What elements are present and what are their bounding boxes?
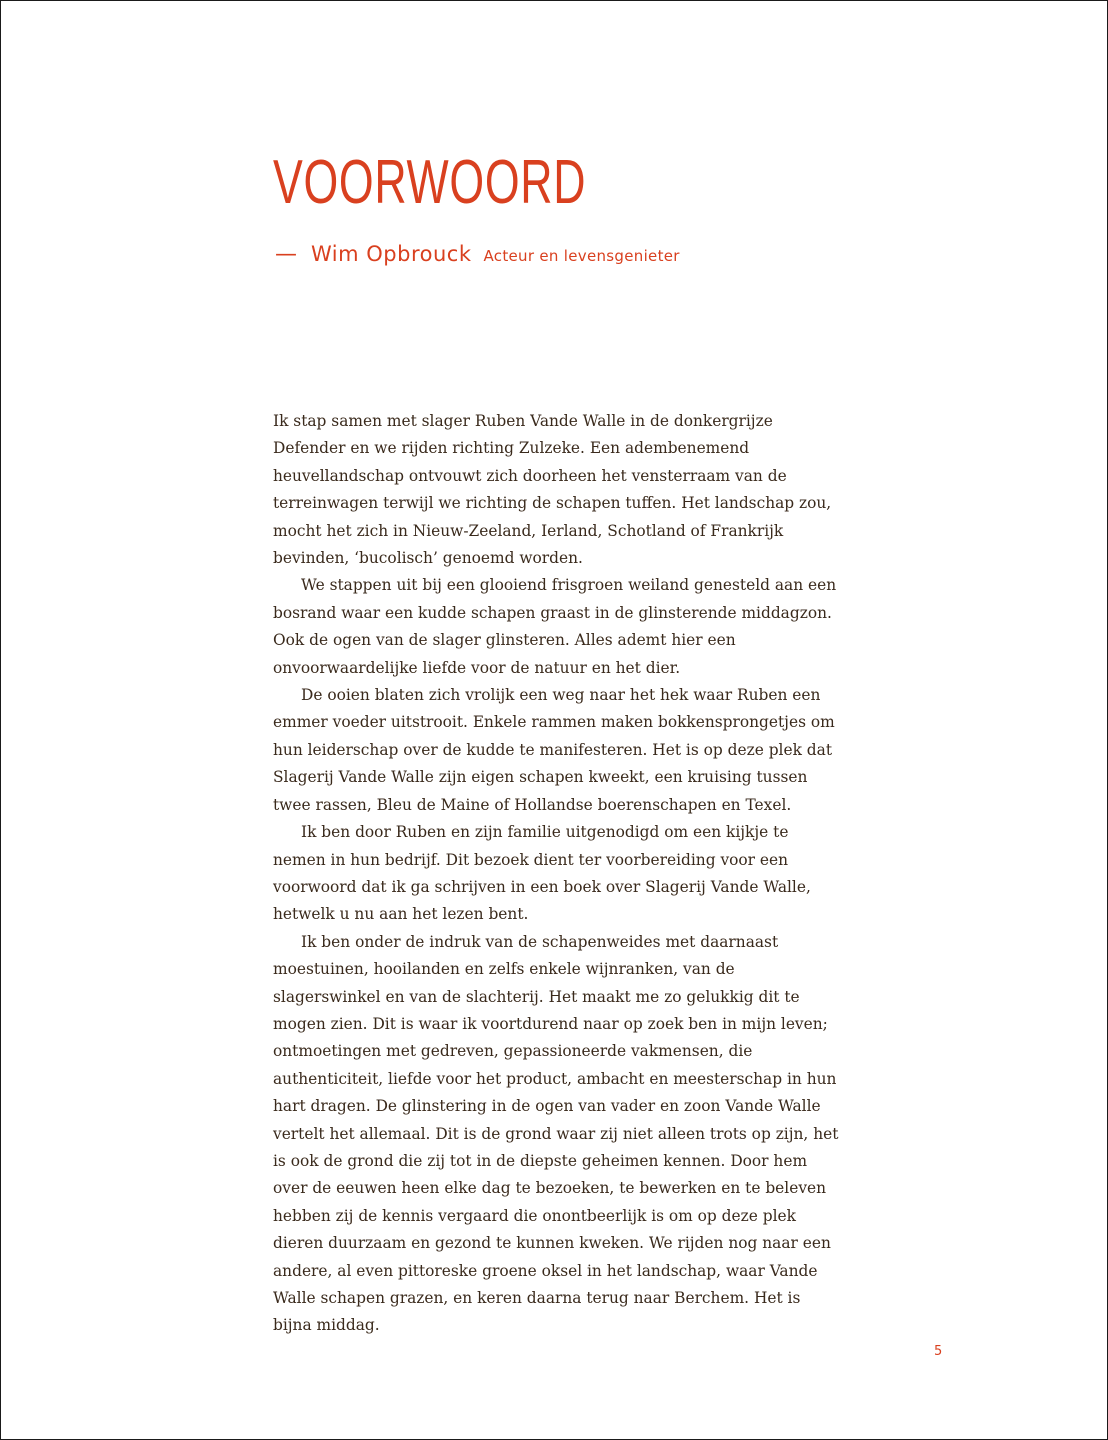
paragraph: Ik ben door Ruben en zijn familie uitgenodigd om een kijkje te nemen in hun bedrijf. Dit bezoek dient ter voorbereiding voor een voorwoord dat ik ga schrijven in een boek over Slagerij Vande Walle, hetwelk u nu aan het lezen bent. bbox=[273, 823, 811, 924]
byline bbox=[275, 242, 680, 272]
author-role: Acteur en levensgenieter bbox=[483, 247, 680, 265]
byline-dash: — bbox=[275, 242, 297, 267]
paragraph: We stappen uit bij een glooiend frisgroen weiland genesteld aan een bosrand waar een kudde schapen graast in de glinsterende middagzon. Ook de ogen van de slager glinsteren. Alles ademt hier een onvoorwaardelijke liefde voor de natuur en het dier. bbox=[273, 576, 837, 677]
page-number: 5 bbox=[934, 1344, 943, 1359]
page-title: VOORWOORD bbox=[273, 148, 587, 217]
paragraph: De ooien blaten zich vrolijk een weg naar het hek waar Ruben een emmer voeder uitstrooit. Enkele rammen maken bokkensprongetjes om hun leiderschap over de kudde te manifesteren. Het is op deze plek dat Slagerij Vande Walle zijn eigen schapen kweekt, een kruising tussen twee rassen, Bleu de Maine of Hollandse boerenschapen en Texel. bbox=[273, 686, 835, 814]
author-name: Wim Opbrouck bbox=[311, 242, 472, 266]
paragraph: Ik ben onder de indruk van de schapenweides met daarnaast moestuinen, hooilanden en zelfs enkele wijnranken, van de slagerswinkel en van de slachterij. Het maakt me zo gelukkig dit te mogen zien. Dit is waar ik voortdurend naar op zoek ben in mijn leven; ontmoetingen met gedreven, gepassioneerde vakmensen, die authenticiteit, liefde voor het product, ambacht en meesterschap in hun hart dragen. De glinstering in de ogen van vader en zoon Vande Walle vertelt het allemaal. Dit is de grond waar zij niet alleen trots op zijn, het is ook de grond die zij tot in de diepste geheimen kennen. Door hem over de eeuwen heen elke dag te bezoeken, te bewerken en te beleven hebben zij de kennis vergaard die onontbeerlijk is om op deze plek dieren duurzaam en gezond te kunnen kweken. We rijden nog naar een andere, al even pittoreske groene oksel in het landschap, waar Vande Walle schapen grazen, en keren daarna terug naar Berchem. Het is bijna middag. bbox=[273, 932, 839, 1335]
paragraph: Ik stap samen met slager Ruben Vande Walle in de donkergrijze Defender en we rijden richting Zulzeke. Een adembenemend heuvellandschap ontvouwt zich doorheen het vensterraam van de terreinwagen terwijl we richting de schapen tuffen. Het landschap zou, mocht het zich in Nieuw-Zeeland, Ierland, Schotland of Frankrijk bevinden, ‘bucolisch’ genoemd worden. bbox=[273, 412, 832, 568]
body-text bbox=[273, 408, 843, 1340]
